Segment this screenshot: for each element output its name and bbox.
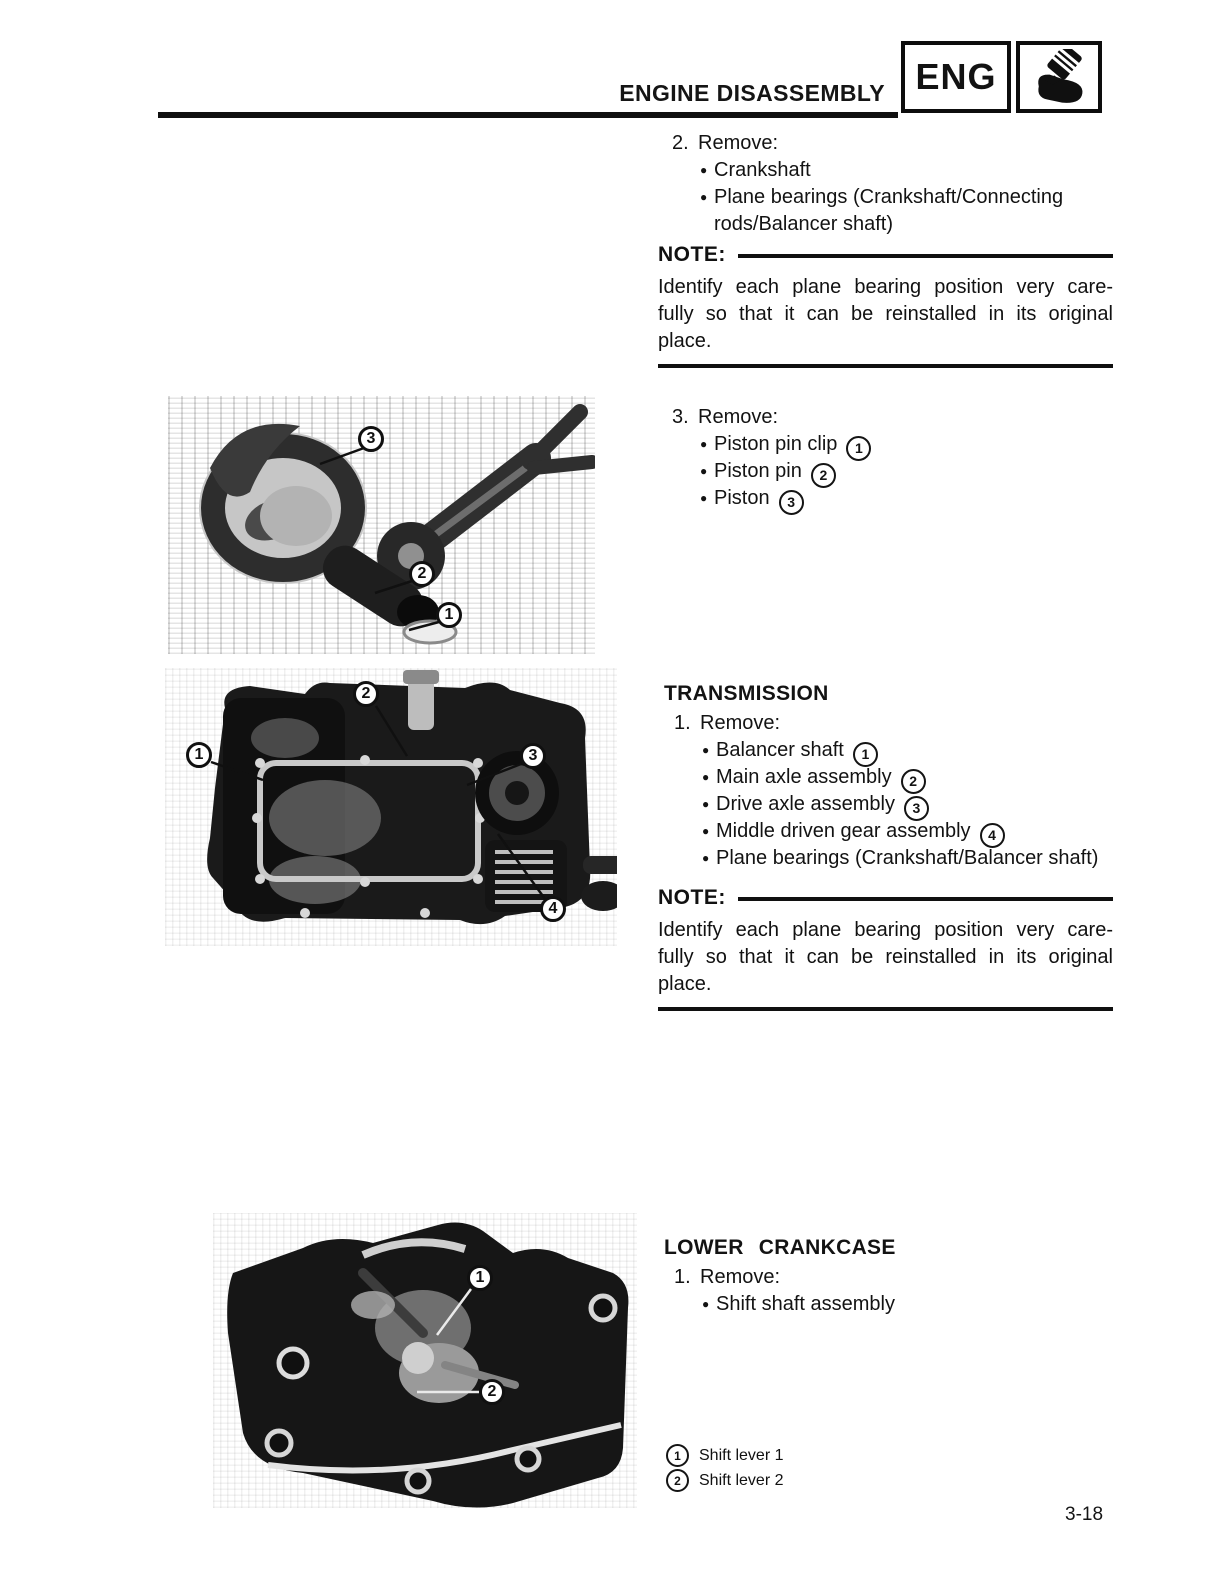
note-block	[658, 243, 1113, 368]
step-verb: Remove:	[698, 406, 779, 428]
list-item-text: Piston pin clip	[714, 433, 838, 455]
step-verb: Remove:	[698, 132, 779, 154]
note-head	[658, 886, 1113, 910]
note-label: NOTE:	[658, 243, 726, 266]
note-line: fully so that it can be reinstalled in its original	[658, 303, 1113, 325]
step-number: 1.	[674, 712, 691, 734]
callout-1: 1	[186, 742, 212, 768]
list-item	[662, 1291, 896, 1318]
step-verb: Remove:	[700, 712, 781, 734]
note-line: place.	[658, 330, 712, 352]
transmission-photo	[165, 668, 617, 946]
note-line: Identify each plane bearing position very care-	[658, 919, 1113, 941]
section-heading: TRANSMISSION	[664, 682, 829, 705]
note-label: NOTE:	[658, 886, 726, 909]
list-item-text: Piston pin	[714, 460, 802, 482]
list-item-text: Crankshaft	[714, 159, 811, 181]
circled-ref: 1	[846, 436, 871, 461]
list-item	[660, 184, 1063, 211]
circled-ref: 1	[853, 742, 878, 767]
step-number: 1.	[674, 1266, 691, 1288]
section-lower-crankcase	[662, 1234, 896, 1318]
list-item	[662, 764, 1098, 791]
callout-2: 2	[479, 1379, 505, 1405]
list-item	[660, 485, 871, 512]
figure-legend	[666, 1443, 783, 1493]
note-line: Identify each plane bearing position very care-	[658, 276, 1113, 298]
list-item-text: Middle driven gear assembly	[716, 820, 971, 842]
callout-4: 4	[540, 896, 566, 922]
page-title: ENGINE DISASSEMBLY	[619, 80, 885, 106]
list-item-text: Balancer shaft	[716, 739, 844, 761]
note-body	[658, 917, 1113, 998]
legend-text: Shift lever 1	[699, 1447, 784, 1464]
list-item-text: rods/Balancer shaft)	[714, 213, 893, 235]
callout-1: 1	[467, 1265, 493, 1291]
section-heading: LOWER CRANKCASE	[664, 1236, 896, 1259]
step-number: 2.	[672, 132, 689, 154]
step-number: 3.	[672, 406, 689, 428]
list-item-text: Main axle assembly	[716, 766, 892, 788]
list-item	[660, 157, 1063, 184]
section-step2	[660, 130, 1063, 238]
list-item-text: Drive axle assembly	[716, 793, 895, 815]
callout-3: 3	[520, 743, 546, 769]
note-line: fully so that it can be reinstalled in its original	[658, 946, 1113, 968]
note-rule	[738, 897, 1113, 901]
crankcase-photo-art	[213, 1213, 637, 1508]
header-rule	[158, 112, 898, 118]
list-item-text: Shift shaft assembly	[716, 1293, 895, 1315]
list-item-continuation	[660, 211, 1063, 238]
note-body	[658, 274, 1113, 355]
note-bottom-rule	[658, 1007, 1113, 1011]
circled-ref: 2	[901, 769, 926, 794]
circled-ref: 1	[666, 1444, 689, 1467]
page-number: 3-18	[1065, 1504, 1104, 1525]
circled-ref: 3	[779, 490, 804, 515]
step-line	[660, 404, 871, 431]
callout-1: 1	[436, 602, 462, 628]
engine-icon	[1016, 41, 1102, 113]
note-line: place.	[658, 973, 712, 995]
step-line	[662, 1264, 896, 1291]
list-item-text: Plane bearings (Crankshaft/Connecting	[714, 186, 1064, 208]
callout-2: 2	[409, 561, 435, 587]
note-bottom-rule	[658, 364, 1113, 368]
step-line	[662, 710, 1098, 737]
list-item	[660, 458, 871, 485]
legend-item	[666, 1468, 783, 1493]
list-item	[662, 845, 1098, 872]
list-item	[660, 431, 871, 458]
note-rule	[738, 254, 1113, 258]
piston-photo	[168, 396, 595, 654]
list-item-text: Piston	[714, 487, 770, 509]
note-head	[658, 243, 1113, 267]
circled-ref: 4	[980, 823, 1005, 848]
list-item	[662, 737, 1098, 764]
lower-crankcase-photo	[213, 1213, 637, 1508]
eng-badge: ENG	[901, 41, 1011, 113]
section-badge	[901, 41, 1102, 113]
section-step3	[660, 404, 871, 512]
step-line	[660, 130, 1063, 157]
circled-ref: 3	[904, 796, 929, 821]
step-verb: Remove:	[700, 1266, 781, 1288]
note-block	[658, 886, 1113, 1011]
list-item-text: Plane bearings (Crankshaft/Balancer shaft)	[716, 847, 1099, 869]
circled-ref: 2	[811, 463, 836, 488]
list-item	[662, 791, 1098, 818]
legend-item	[666, 1443, 783, 1468]
callout-2: 2	[353, 681, 379, 707]
circled-ref: 2	[666, 1469, 689, 1492]
list-item	[662, 818, 1098, 845]
section-transmission	[662, 680, 1098, 872]
callout-3: 3	[358, 426, 384, 452]
legend-text: Shift lever 2	[699, 1472, 784, 1489]
